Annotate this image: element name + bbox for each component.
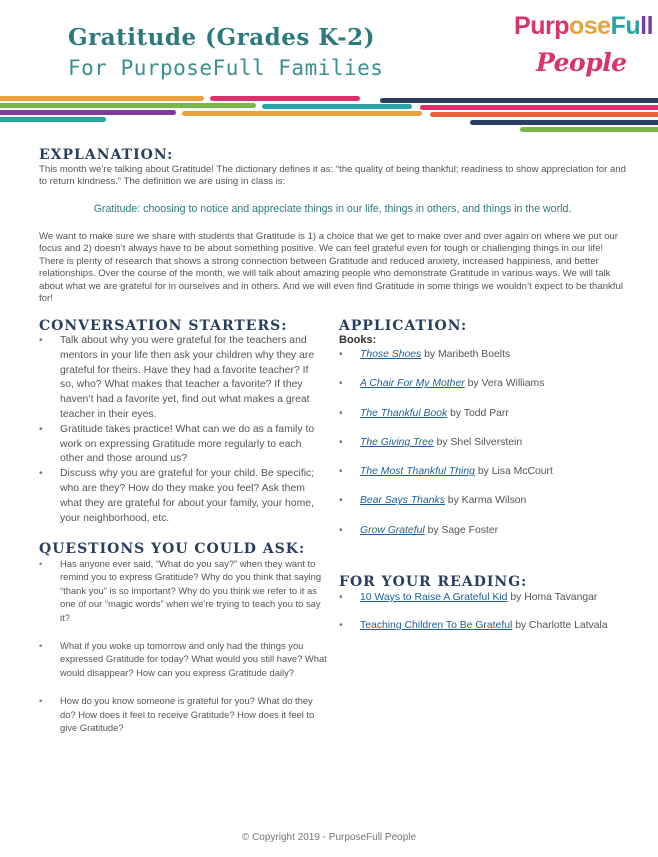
stripe bbox=[380, 98, 658, 103]
page-title: Gratitude (Grades K-2) bbox=[68, 24, 376, 51]
stripe bbox=[210, 96, 360, 101]
decorative-stripes bbox=[0, 96, 658, 136]
explanation-body: We want to make sure we share with students that Gratitude is 1) a choice that we get to make over and over again on where we put our focus and 2) doesn’t always have to be about something positive. We can feel grateful even for tough or challenging things in our life! There is plenty of research that shows a strong connection between Gratitude and reduced anxiety, increased happiness, and better relationships. Over the course of the month, we will talk about amazing people who demonstrate Gratitude in various ways. We will talk about what we are grateful for in ourselves and in others. And we will even find Gratitude in some things we wouldn’t expect to be thankful for! bbox=[39, 231, 623, 305]
page-subtitle: For PurposeFull Families bbox=[68, 56, 384, 80]
explanation-heading: EXPLANATION: bbox=[39, 147, 174, 163]
book-link[interactable]: The Thankful Book bbox=[360, 407, 448, 419]
stripe bbox=[430, 112, 658, 117]
stripe bbox=[0, 103, 256, 108]
logo-wordmark bbox=[514, 12, 654, 40]
reading-item bbox=[339, 619, 629, 633]
stripe bbox=[470, 120, 658, 125]
logo-letter: e bbox=[597, 12, 611, 40]
stripe bbox=[0, 96, 204, 101]
logo-letter: l bbox=[640, 12, 647, 40]
book-item bbox=[339, 377, 629, 406]
books-list bbox=[339, 348, 629, 553]
book-author: by Maribeth Boelts bbox=[424, 349, 511, 360]
list-item: • Has anyone ever said, “What do you say?” when they want to remind you to express Gratitude? Why do you think that saying “thank you” is so important? Why do you think we refer to it as one of our “magic words” when we’re trying to teach you to say it? bbox=[39, 557, 327, 624]
article-link[interactable]: Teaching Children To Be Grateful bbox=[360, 620, 513, 631]
book-link[interactable]: The Most Thankful Thing bbox=[360, 466, 475, 478]
book-author: by Shel Silverstein bbox=[436, 436, 523, 448]
questions-list bbox=[39, 557, 327, 749]
logo-letter: u bbox=[625, 12, 641, 40]
article-author: by Charlotte Latvala bbox=[515, 620, 608, 631]
book-item bbox=[339, 348, 629, 377]
logo-letter: u bbox=[530, 12, 545, 40]
list-item: • Discuss why you are grateful for your child. Be specific; who are they? How do they make you feel? Ask them what they are grateful for about your family, your home, your neighborhood, etc. bbox=[39, 467, 325, 526]
book-author: by Sage Foster bbox=[427, 524, 499, 536]
logo-letter: r bbox=[544, 12, 555, 40]
stripe bbox=[262, 104, 412, 109]
list-item: • How do you know someone is grateful for you? What do they do? How does it feel to receive Gratitude? How does it feel to give Gratitude? bbox=[39, 694, 327, 734]
book-item bbox=[339, 524, 629, 553]
stripe bbox=[0, 117, 106, 122]
book-link[interactable]: A Chair For My Mother bbox=[360, 378, 465, 390]
book-item bbox=[339, 494, 629, 523]
logo-letter: F bbox=[610, 12, 626, 40]
logo-letter: p bbox=[554, 12, 569, 40]
questions-heading: QUESTIONS YOU COULD ASK: bbox=[39, 541, 306, 557]
book-link[interactable]: The Giving Tree bbox=[360, 436, 434, 448]
logo-people: People bbox=[536, 48, 627, 77]
book-item bbox=[339, 436, 629, 465]
book-item bbox=[339, 407, 629, 436]
article-link[interactable]: 10 Ways to Raise A Grateful Kid bbox=[360, 592, 508, 603]
book-link[interactable]: Those Shoes bbox=[360, 349, 422, 360]
book-author: by Vera Williams bbox=[467, 378, 545, 390]
book-author: by Karma Wilson bbox=[447, 495, 527, 507]
logo-letter: l bbox=[646, 12, 654, 40]
stripe bbox=[0, 110, 176, 115]
logo-letter: s bbox=[583, 12, 598, 40]
stripe bbox=[520, 127, 658, 132]
logo-letter: o bbox=[568, 12, 584, 40]
logo-letter: P bbox=[514, 12, 531, 40]
list-item: • What if you woke up tomorrow and only had the things you expressed Gratitude for today? What would you still have? What would disappear? How can you express Gratitude daily? bbox=[39, 639, 327, 679]
copyright-footer: © Copyright 2019 - PurposeFull People bbox=[241, 832, 417, 843]
explanation-intro: This month we’re talking about Gratitude! The dictionary defines it as: “the quality of being thankful; readiness to show appreciation for and to return kindness.” The definition we are using in class is: bbox=[39, 164, 626, 188]
purposefull-people-logo bbox=[514, 12, 654, 86]
book-author: by Lisa McCourt bbox=[477, 466, 553, 478]
reading-list bbox=[339, 591, 629, 647]
gratitude-definition: Gratitude: choosing to notice and appreciate things in our life, things in others, and things in the world. bbox=[93, 203, 572, 215]
for-your-reading-heading: FOR YOUR READING: bbox=[339, 574, 528, 590]
stripe bbox=[182, 111, 422, 116]
book-link[interactable]: Grow Grateful bbox=[360, 524, 425, 536]
book-link[interactable]: Bear Says Thanks bbox=[360, 495, 445, 507]
list-item: • Gratitude takes practice! What can we do as a family to work on expressing Gratitude more regularly to each other and those around us? bbox=[39, 423, 325, 467]
stripe bbox=[420, 105, 658, 110]
application-heading: APPLICATION: bbox=[339, 318, 468, 334]
reading-item bbox=[339, 591, 629, 605]
list-item: • Talk about why you were grateful for the teachers and mentors in your life then ask your children why they are grateful for theirs. Have they had a favorite teacher? If so, who? What makes that teacher a favorite? If they haven’t had a favorite yet, find out what makes a great teacher in their eyes. bbox=[39, 334, 325, 423]
conversation-starters-list bbox=[39, 334, 325, 526]
article-author: by Homa Tavangar bbox=[510, 592, 598, 603]
conversation-starters-heading: CONVERSATION STARTERS: bbox=[39, 318, 288, 334]
books-label: Books: bbox=[339, 334, 377, 346]
book-author: by Todd Parr bbox=[450, 407, 509, 419]
book-item bbox=[339, 465, 629, 494]
